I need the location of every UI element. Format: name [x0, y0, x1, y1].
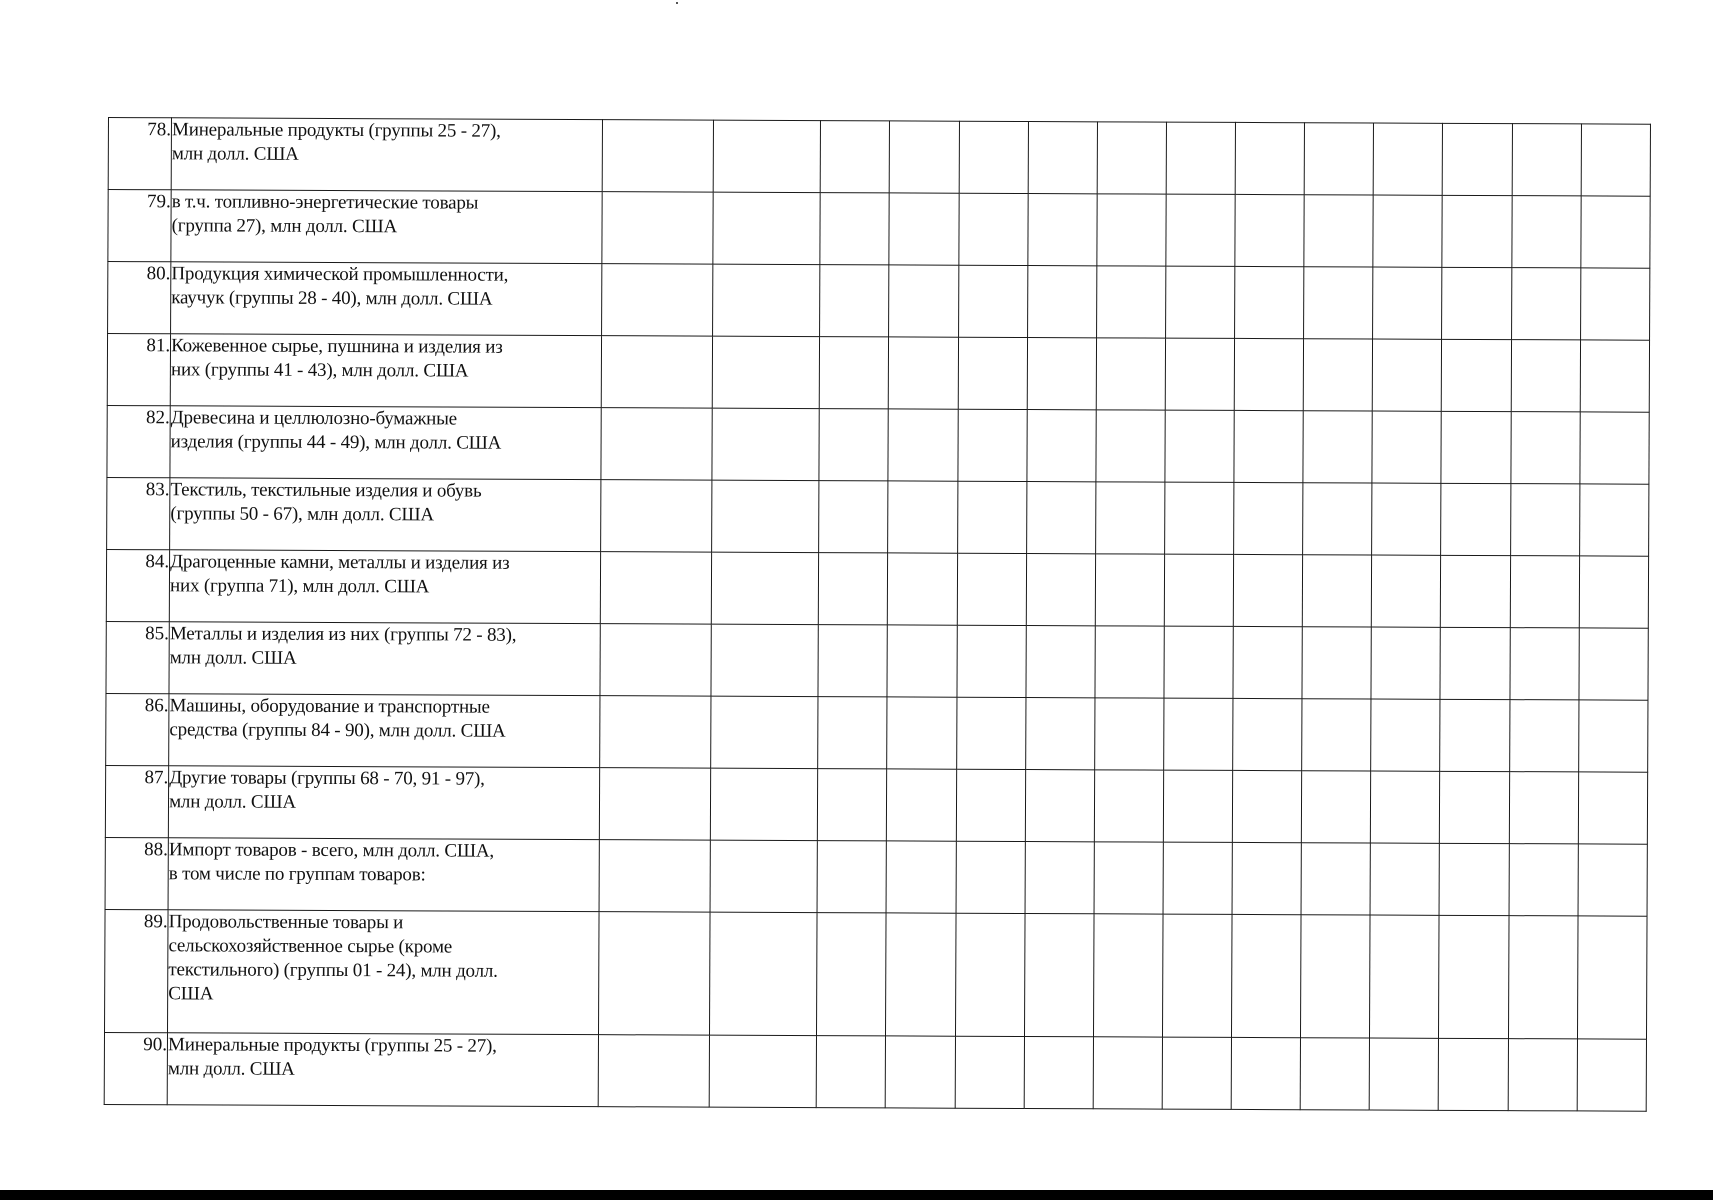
value-cell[interactable]: [888, 409, 957, 481]
value-cell[interactable]: [1166, 194, 1235, 266]
value-cell[interactable]: [1581, 196, 1651, 268]
value-cell[interactable]: [1235, 194, 1304, 266]
value-cell[interactable]: [1303, 483, 1372, 555]
value-cell[interactable]: [711, 624, 819, 696]
table-row: [107, 405, 1649, 484]
row-label: [168, 766, 599, 840]
row-label-line: Продовольственные товары и: [168, 911, 404, 934]
row-label-line: Минеральные продукты (группы 25 - 27),: [168, 1034, 497, 1057]
value-cell[interactable]: [712, 480, 820, 552]
row-label-line: средства (группы 84 - 90), млн долл. США: [169, 719, 506, 742]
value-cell[interactable]: [1510, 556, 1579, 628]
table-row: [107, 334, 1649, 413]
value-cell[interactable]: [600, 552, 712, 624]
value-cell[interactable]: [1509, 700, 1578, 772]
row-label-line: сельскохозяйственное сырье (кроме: [168, 935, 453, 958]
value-cell[interactable]: [1232, 770, 1301, 842]
value-cell[interactable]: [1027, 410, 1096, 482]
value-cell[interactable]: [1026, 626, 1095, 698]
value-cell[interactable]: [1304, 195, 1373, 267]
row-label: [171, 118, 602, 192]
table-row: [105, 837, 1647, 916]
value-cell[interactable]: [1165, 482, 1234, 554]
table-row: [105, 765, 1647, 844]
value-cell[interactable]: [1511, 412, 1580, 484]
value-cell[interactable]: [818, 697, 887, 769]
value-cell[interactable]: [1371, 627, 1440, 699]
value-cell[interactable]: [957, 481, 1026, 553]
value-cell[interactable]: [1577, 1039, 1647, 1111]
value-cell[interactable]: [1024, 1037, 1093, 1109]
value-cell[interactable]: [1166, 122, 1235, 194]
value-cell[interactable]: [819, 481, 888, 553]
row-number: 80.: [108, 262, 171, 334]
value-cell[interactable]: [818, 769, 887, 841]
value-cell[interactable]: [1303, 555, 1372, 627]
value-cell[interactable]: [1577, 916, 1647, 1039]
value-cell[interactable]: [888, 553, 957, 625]
value-cell[interactable]: [957, 553, 1026, 625]
row-label-line: Продукция химической промышленности,: [171, 263, 509, 286]
value-cell[interactable]: [1096, 266, 1165, 338]
row-number: 79.: [108, 190, 171, 262]
value-cell[interactable]: [1511, 196, 1580, 268]
value-cell[interactable]: [887, 769, 956, 841]
value-cell[interactable]: [598, 1035, 710, 1107]
value-cell[interactable]: [1233, 554, 1302, 626]
value-cell[interactable]: [709, 1035, 817, 1107]
value-cell[interactable]: [1371, 771, 1440, 843]
value-cell[interactable]: [1442, 195, 1511, 267]
value-cell[interactable]: [1165, 338, 1234, 410]
value-cell[interactable]: [1302, 771, 1371, 843]
scan-speck: [676, 2, 678, 4]
value-cell[interactable]: [1095, 554, 1164, 626]
value-cell[interactable]: [1443, 123, 1512, 195]
value-cell[interactable]: [1511, 340, 1580, 412]
value-cell[interactable]: [1440, 699, 1509, 771]
value-cell[interactable]: [1580, 412, 1650, 484]
row-label-line: млн долл. США: [171, 143, 299, 165]
value-cell[interactable]: [958, 265, 1027, 337]
value-cell[interactable]: [1439, 1038, 1508, 1110]
value-cell[interactable]: [1370, 1038, 1439, 1110]
row-label-line: Текстиль, текстильные изделия и обувь: [170, 479, 482, 502]
value-cell[interactable]: [1373, 195, 1442, 267]
value-cell[interactable]: [1024, 914, 1094, 1037]
row-label: [167, 1033, 598, 1107]
value-cell[interactable]: [1302, 627, 1371, 699]
value-cell[interactable]: [1165, 410, 1234, 482]
row-label-line: текстильного) (группы 01 - 24), млн долл.: [168, 959, 498, 982]
value-cell[interactable]: [710, 768, 818, 840]
row-label-line: Импорт товаров - всего, млн долл. США,: [168, 839, 494, 862]
row-number: 84.: [106, 549, 169, 621]
value-cell[interactable]: [1233, 698, 1302, 770]
value-cell[interactable]: [1510, 628, 1579, 700]
value-cell[interactable]: [957, 625, 1026, 697]
value-cell[interactable]: [1580, 340, 1650, 412]
row-number: 86.: [106, 693, 169, 765]
value-cell[interactable]: [1025, 698, 1094, 770]
value-cell[interactable]: [1303, 339, 1372, 411]
value-cell[interactable]: [1028, 194, 1097, 266]
row-label: [171, 262, 602, 336]
value-cell[interactable]: [600, 696, 712, 768]
value-cell[interactable]: [958, 193, 1027, 265]
value-cell[interactable]: [958, 337, 1027, 409]
value-cell[interactable]: [1510, 484, 1579, 556]
value-cell[interactable]: [1232, 842, 1301, 914]
row-label-line: Машины, оборудование и транспортные: [169, 695, 490, 718]
value-cell[interactable]: [713, 264, 821, 336]
value-cell[interactable]: [1372, 411, 1441, 483]
value-cell[interactable]: [1508, 1039, 1577, 1111]
value-cell[interactable]: [1095, 482, 1164, 554]
row-label: [168, 910, 599, 1035]
value-cell[interactable]: [710, 912, 818, 1035]
value-cell[interactable]: [955, 1036, 1024, 1108]
value-cell[interactable]: [1096, 410, 1165, 482]
value-cell[interactable]: [1163, 842, 1232, 914]
row-number: 89.: [105, 909, 169, 1032]
table-row: [108, 262, 1650, 341]
value-cell[interactable]: [1579, 484, 1649, 556]
value-cell[interactable]: [1164, 626, 1233, 698]
value-cell[interactable]: [1373, 267, 1442, 339]
row-label-line: США: [168, 983, 214, 1005]
value-cell[interactable]: [1027, 266, 1096, 338]
value-cell[interactable]: [1581, 124, 1651, 196]
row-number: 90.: [104, 1032, 167, 1104]
value-cell[interactable]: [819, 553, 888, 625]
value-cell[interactable]: [1097, 194, 1166, 266]
value-cell[interactable]: [820, 265, 889, 337]
row-label: [168, 838, 599, 912]
row-label-line: млн долл. США: [169, 647, 297, 669]
value-cell[interactable]: [1374, 123, 1443, 195]
value-cell[interactable]: [1096, 338, 1165, 410]
row-label-line: млн долл. США: [167, 1058, 295, 1080]
value-cell[interactable]: [602, 120, 714, 192]
value-cell[interactable]: [1093, 914, 1163, 1037]
table-row: [106, 693, 1648, 772]
value-cell[interactable]: [599, 840, 711, 912]
value-cell[interactable]: [1163, 770, 1232, 842]
row-number: 82.: [107, 405, 170, 477]
value-cell[interactable]: [1579, 628, 1649, 700]
table-row: [106, 621, 1648, 700]
table-row: [108, 118, 1650, 197]
row-number: 88.: [105, 837, 168, 909]
table-row: [107, 477, 1649, 556]
value-cell[interactable]: [889, 193, 958, 265]
row-label-line: в т.ч. топливно-энергетические товары: [171, 191, 479, 214]
value-cell[interactable]: [1095, 698, 1164, 770]
table-row: [105, 909, 1648, 1039]
value-cell[interactable]: [1164, 698, 1233, 770]
value-cell[interactable]: [1301, 915, 1371, 1038]
value-cell[interactable]: [817, 841, 886, 913]
value-cell[interactable]: [1235, 122, 1304, 194]
value-cell[interactable]: [819, 409, 888, 481]
row-label-line: (группа 27), млн долл. США: [171, 215, 398, 238]
value-cell[interactable]: [1442, 267, 1511, 339]
value-cell[interactable]: [601, 336, 713, 408]
row-label-line: Древесина и целлюлозно-бумажные: [170, 407, 457, 430]
value-cell[interactable]: [955, 913, 1025, 1036]
value-cell[interactable]: [1439, 915, 1509, 1038]
value-cell[interactable]: [602, 192, 714, 264]
row-label-line: млн долл. США: [169, 791, 296, 813]
value-cell[interactable]: [956, 769, 1025, 841]
value-cell[interactable]: [817, 1036, 886, 1108]
value-cell[interactable]: [886, 1036, 955, 1108]
value-cell[interactable]: [1025, 770, 1094, 842]
value-cell[interactable]: [1303, 411, 1372, 483]
row-number: 83.: [107, 477, 170, 549]
value-cell[interactable]: [1025, 842, 1094, 914]
value-cell[interactable]: [1371, 699, 1440, 771]
value-cell[interactable]: [1439, 843, 1508, 915]
value-cell[interactable]: [886, 913, 956, 1036]
value-cell[interactable]: [888, 481, 957, 553]
indicators-table: [104, 117, 1651, 1112]
value-cell[interactable]: [1580, 268, 1650, 340]
value-cell[interactable]: [600, 624, 712, 696]
value-cell[interactable]: [1441, 411, 1510, 483]
value-cell[interactable]: [1234, 338, 1303, 410]
value-cell[interactable]: [1231, 1037, 1300, 1109]
row-number: 78.: [108, 118, 171, 190]
value-cell[interactable]: [958, 409, 1027, 481]
row-number: 85.: [106, 621, 169, 693]
row-label: [170, 334, 601, 408]
value-cell[interactable]: [820, 193, 889, 265]
row-label: [171, 190, 602, 264]
value-cell[interactable]: [818, 625, 887, 697]
table-row: [108, 190, 1650, 269]
value-cell[interactable]: [1511, 268, 1580, 340]
value-cell[interactable]: [601, 480, 713, 552]
value-cell[interactable]: [1234, 482, 1303, 554]
value-cell[interactable]: [1441, 555, 1510, 627]
value-cell[interactable]: [1026, 482, 1095, 554]
value-cell[interactable]: [1095, 626, 1164, 698]
value-cell[interactable]: [1579, 556, 1649, 628]
value-cell[interactable]: [1440, 771, 1509, 843]
value-cell[interactable]: [959, 121, 1028, 193]
value-cell[interactable]: [1028, 122, 1097, 194]
value-cell[interactable]: [1094, 770, 1163, 842]
value-cell[interactable]: [890, 121, 959, 193]
value-cell[interactable]: [889, 337, 958, 409]
value-cell[interactable]: [1372, 555, 1441, 627]
value-cell[interactable]: [1373, 339, 1442, 411]
value-cell[interactable]: [1097, 122, 1166, 194]
value-cell[interactable]: [1093, 1037, 1162, 1109]
row-label: [169, 694, 600, 768]
row-label: [169, 622, 600, 696]
value-cell[interactable]: [1233, 626, 1302, 698]
value-cell[interactable]: [1162, 1037, 1231, 1109]
value-cell[interactable]: [1441, 483, 1510, 555]
value-cell[interactable]: [956, 697, 1025, 769]
value-cell[interactable]: [1162, 914, 1232, 1037]
table-body: [104, 118, 1650, 1112]
row-label-line: них (группа 71), млн долл. США: [170, 575, 430, 598]
value-cell[interactable]: [1027, 338, 1096, 410]
value-cell[interactable]: [1304, 123, 1373, 195]
value-cell[interactable]: [1302, 699, 1371, 771]
value-cell[interactable]: [713, 192, 821, 264]
row-label: [170, 406, 601, 480]
value-cell[interactable]: [1301, 843, 1370, 915]
value-cell[interactable]: [1578, 772, 1648, 844]
value-cell[interactable]: [1578, 844, 1648, 916]
row-label-line: изделия (группы 44 - 49), млн долл. США: [170, 431, 502, 454]
row-label: [169, 550, 600, 624]
row-label-line: них (группы 41 - 43), млн долл. США: [170, 359, 469, 382]
value-cell[interactable]: [712, 336, 820, 408]
value-cell[interactable]: [1300, 1038, 1369, 1110]
value-cell[interactable]: [887, 697, 956, 769]
value-cell[interactable]: [1508, 916, 1578, 1039]
value-cell[interactable]: [713, 120, 821, 192]
value-cell[interactable]: [599, 768, 711, 840]
value-cell[interactable]: [1166, 266, 1235, 338]
row-number: 81.: [107, 334, 170, 406]
row-label-line: Другие товары (группы 68 - 70, 91 - 97),: [169, 767, 485, 790]
value-cell[interactable]: [712, 408, 820, 480]
value-cell[interactable]: [598, 912, 710, 1035]
value-cell[interactable]: [1372, 483, 1441, 555]
row-label-line: Драгоценные камни, металлы и изделия из: [170, 551, 510, 574]
value-cell[interactable]: [1232, 914, 1302, 1037]
value-cell[interactable]: [1164, 554, 1233, 626]
value-cell[interactable]: [601, 408, 713, 480]
value-cell[interactable]: [1578, 700, 1648, 772]
value-cell[interactable]: [1509, 844, 1578, 916]
row-label-line: Минеральные продукты (группы 25 - 27),: [172, 119, 501, 142]
value-cell[interactable]: [1370, 915, 1440, 1038]
row-label-line: (группы 50 - 67), млн долл. США: [170, 503, 434, 526]
value-cell[interactable]: [1304, 267, 1373, 339]
scan-bottom-edge: [0, 1190, 1713, 1200]
value-cell[interactable]: [1234, 410, 1303, 482]
row-number: 87.: [105, 765, 168, 837]
value-cell[interactable]: [1235, 266, 1304, 338]
value-cell[interactable]: [887, 625, 956, 697]
value-cell[interactable]: [1512, 124, 1581, 196]
value-cell[interactable]: [817, 913, 887, 1036]
value-cell[interactable]: [1440, 627, 1509, 699]
value-cell[interactable]: [956, 841, 1025, 913]
row-label: [170, 478, 601, 552]
row-label-line: Металлы и изделия из них (группы 72 - 83),: [169, 623, 517, 646]
value-cell[interactable]: [821, 121, 890, 193]
value-cell[interactable]: [1442, 339, 1511, 411]
value-cell[interactable]: [1026, 554, 1095, 626]
table-row: [104, 1032, 1646, 1111]
value-cell[interactable]: [601, 264, 713, 336]
value-cell[interactable]: [711, 552, 819, 624]
table-row: [106, 549, 1648, 628]
row-label-line: каучук (группы 28 - 40), млн долл. США: [171, 287, 493, 310]
row-label-line: Кожевенное сырье, пушнина и изделия из: [171, 335, 503, 358]
value-cell[interactable]: [820, 337, 889, 409]
value-cell[interactable]: [1094, 842, 1163, 914]
value-cell[interactable]: [1370, 843, 1439, 915]
value-cell[interactable]: [889, 265, 958, 337]
value-cell[interactable]: [711, 696, 819, 768]
value-cell[interactable]: [1509, 772, 1578, 844]
value-cell[interactable]: [887, 841, 956, 913]
value-cell[interactable]: [710, 840, 818, 912]
row-label-line: в том числе по группам товаров:: [168, 863, 426, 886]
